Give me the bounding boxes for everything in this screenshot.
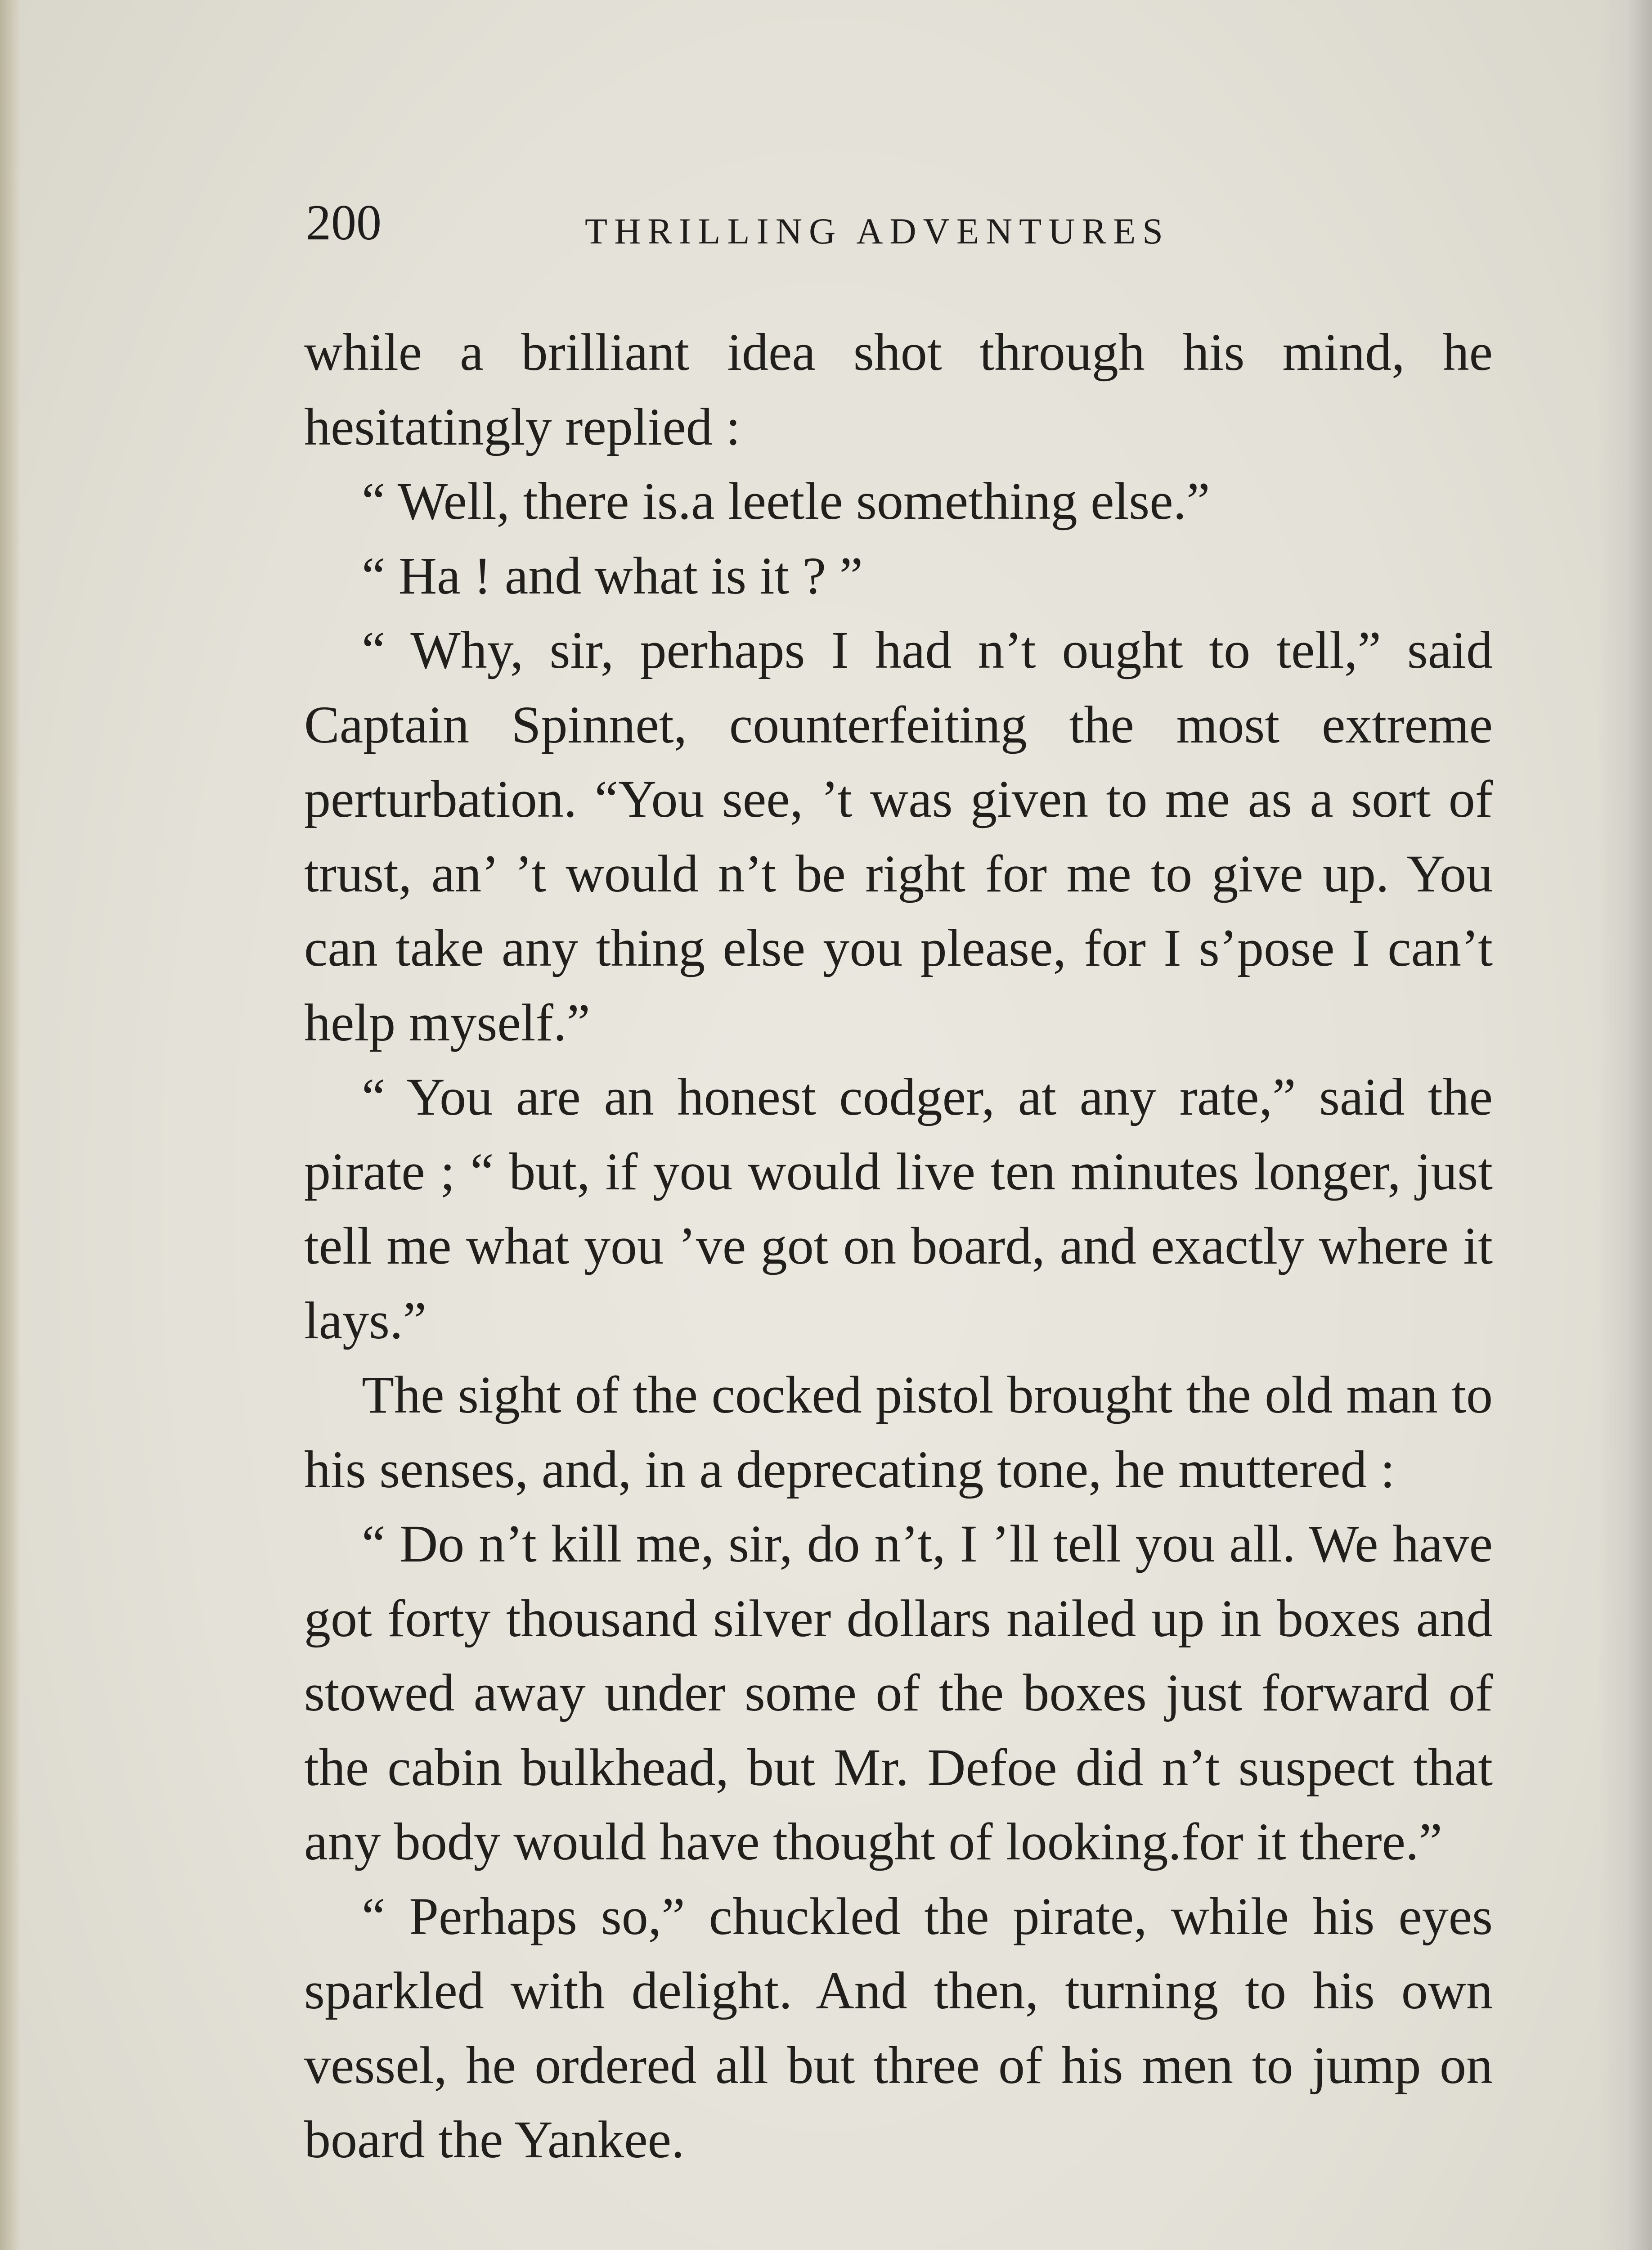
page-edge-right — [1598, 0, 1652, 2250]
page-number: 200 — [306, 195, 382, 251]
paragraph: “ You are an honest codger, at any rate,” said the pirate ; “ but, if you would live ten minutes longer, just tell me what you ’ve got on board, and exactly where it lays.” — [304, 1067, 1493, 1350]
running-head — [306, 189, 1494, 256]
paragraph: “ Perhaps so,” chuckled the pirate, while his eyes sparkled with delight. And then, turning to his own vessel, he ordered all but three of his men to jump on board the Yankee. — [304, 1886, 1493, 2169]
page-edge-left — [0, 0, 21, 2250]
paragraph: “ Why, sir, perhaps I had n’t ought to tell,” said Captain Spinnet, counterfeiting the most extreme perturbation. “You see, ’t was given to me as a sort of trust, an’ ’t would n’t be right for me to give up. You can take any thing else you please, for I s’pose I can’t help myself.” — [304, 621, 1493, 1052]
body-text — [304, 315, 1493, 2177]
paragraph: “ Do n’t kill me, sir, do n’t, I ’ll tell you all. We have got forty thousand silver dollars nailed up in boxes and stowed away under some of the boxes just forward of the cabin bulkhead, but Mr. Defoe did n’t suspect that any body would have thought of looking.for it there.” — [304, 1514, 1493, 1871]
running-title: THRILLING ADVENTURES — [585, 211, 1170, 252]
paragraph: The sight of the cocked pistol brought the old man to his senses, and, in a deprecating tone, he muttered : — [304, 1365, 1493, 1499]
paragraph: “ Well, there is.a leetle something else.” — [362, 472, 1210, 531]
paragraph: while a brilliant idea shot through his mind, he hesitatingly replied : — [304, 323, 1493, 456]
paragraph: “ Ha ! and what is it ? ” — [362, 546, 863, 605]
